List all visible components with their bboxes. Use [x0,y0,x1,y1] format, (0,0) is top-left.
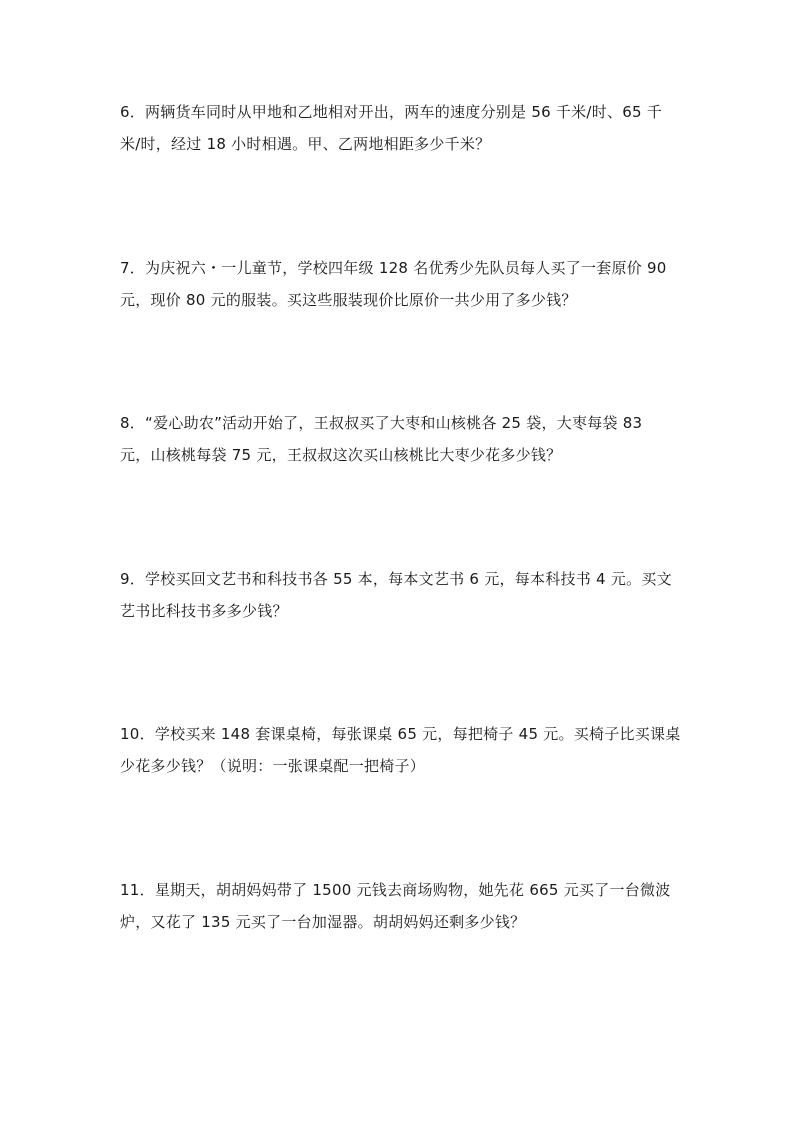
problem-10 [120,718,681,782]
problem-line: 元，山核桃每袋 75 元，王叔叔这次买山核桃比大枣少花多少钱？ [120,446,562,464]
problem-8 [120,407,676,471]
problem-line: 少花多少钱？（说明：一张课桌配一把椅子） [120,757,426,775]
problem-line: 6．两辆货车同时从甲地和乙地相对开出，两车的速度分别是 56 千米/时、65 千 [120,103,663,121]
problem-line: 元，现价 80 元的服装。买这些服装现价比原价一共少用了多少钱？ [120,291,577,309]
problem-11 [120,874,676,938]
problem-6 [120,96,676,160]
problem-line: 8．“爱心助农”活动开始了，王叔叔买了大枣和山核桃各 25 袋，大枣每袋 83 [120,414,643,432]
problem-9 [120,563,676,627]
problem-line: 艺书比科技书多多少钱？ [120,602,288,620]
problem-line: 7．为庆祝六・一儿童节，学校四年级 128 名优秀少先队员每人买了一套原价 90 [120,259,667,277]
problem-line: 9．学校买回文艺书和科技书各 55 本，每本文艺书 6 元，每本科技书 4 元。买文 [120,570,672,588]
problem-line: 炉，又花了 135 元买了一台加湿器。胡胡妈妈还剩多少钱？ [120,913,526,931]
problem-line: 11．星期天，胡胡妈妈带了 1500 元钱去商场购物，她先花 665 元买了一台微波 [120,881,671,899]
problem-line: 10．学校买来 148 套课桌椅，每张课桌 65 元，每把椅子 45 元。买椅子比买课桌 [120,725,681,743]
problem-line: 米/时，经过 18 小时相遇。甲、乙两地相距多少千米？ [120,135,491,153]
problem-7 [120,252,676,316]
